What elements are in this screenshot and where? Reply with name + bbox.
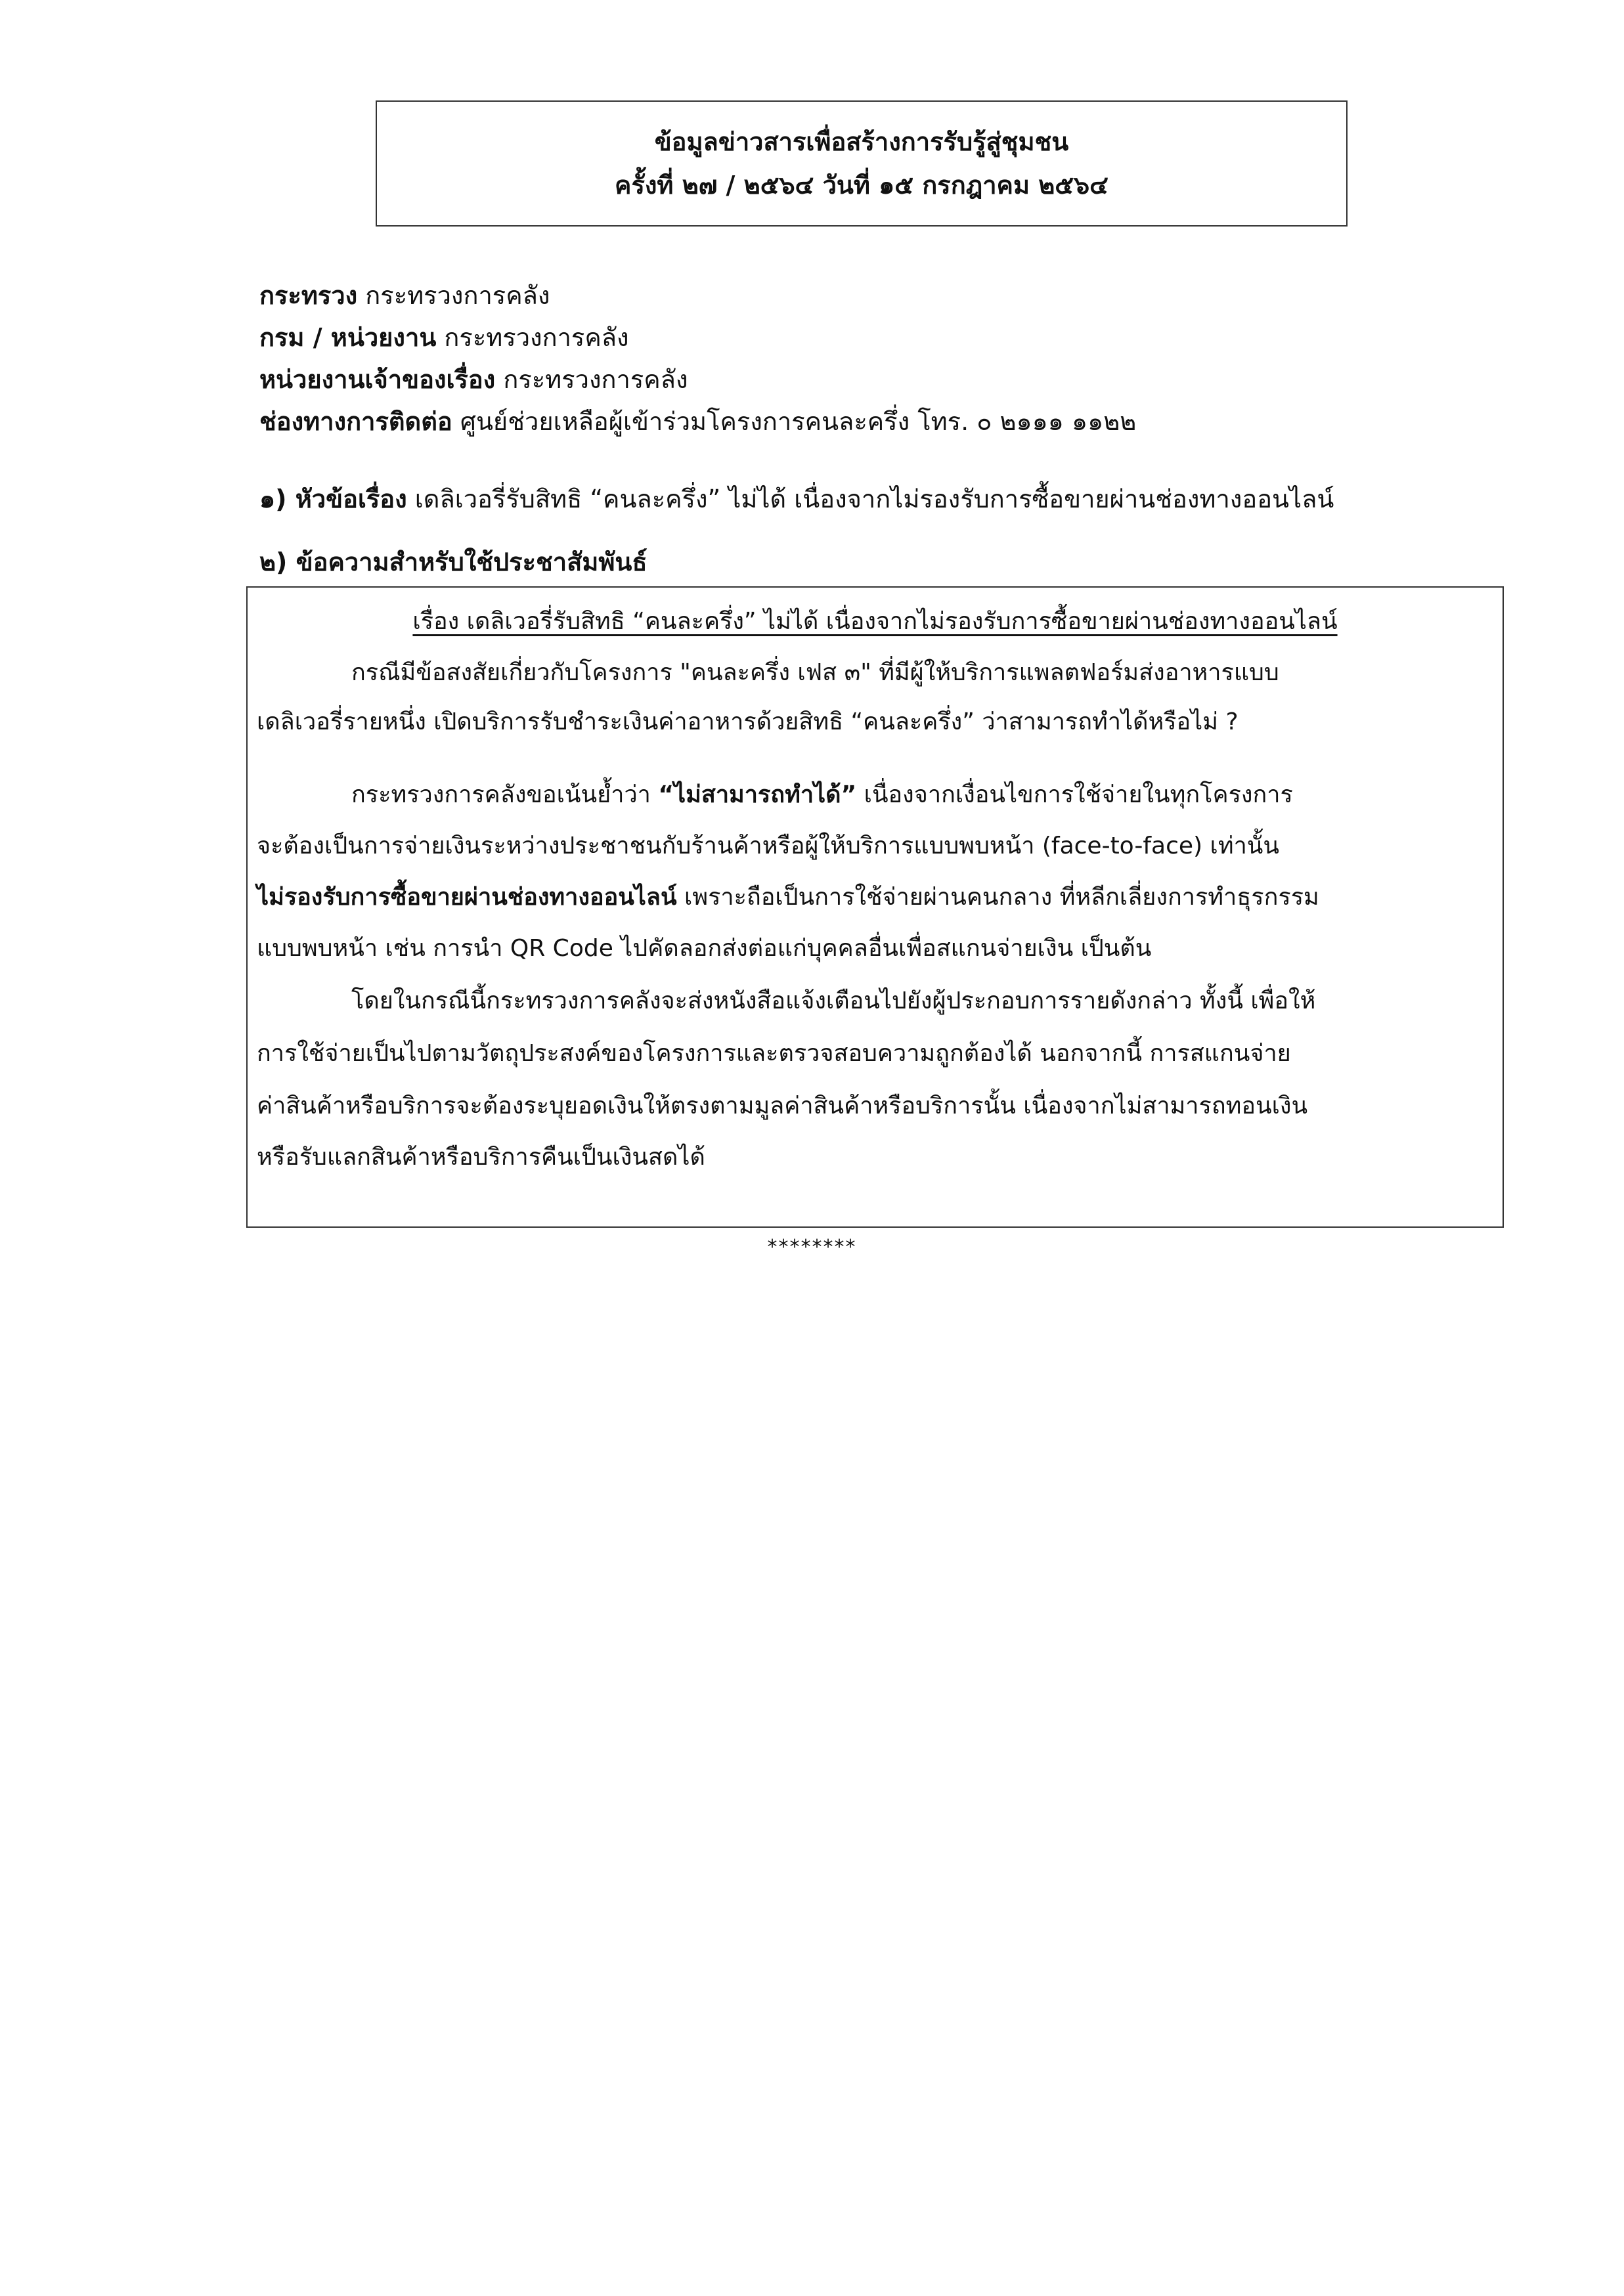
section-1-topic [259,478,1334,520]
section-1-label: ๑) หัวข้อเรื่อง [259,485,407,513]
paragraph-2-line-3-rest: เพราะถือเป็นการใช้จ่ายผ่านคนกลาง ที่หลีกเลี่ยงการทำธุรกรรม [676,884,1319,911]
paragraph-3-line-2: การใช้จ่ายเป็นไปตามวัตถุประสงค์ของโครงการและตรวจสอบความถูกต้องได้ นอกจากนี้ การสแกนจ่าย [257,1040,1291,1067]
paragraph-3-line-3: ค่าสินค้าหรือบริการจะต้องระบุยอดเงินให้ตรงตามมูลค่าสินค้าหรือบริการนั้น เนื่องจากไม่สามารถทอนเงิน [257,1093,1308,1119]
owner-value: กระทรวงการคลัง [503,365,688,394]
department-value: กระทรวงการคลัง [444,323,629,352]
paragraph-2-line-3 [257,878,1319,917]
ministry-row [259,274,1507,316]
ministry-value: กระทรวงการคลัง [365,281,550,310]
department-label: กรม / หน่วยงาน [259,323,437,352]
document-title-box [376,100,1348,227]
paragraph-1-line-1: กรณีมีข้อสงสัยเกี่ยวกับโครงการ "คนละครึ่ง เฟส ๓" ที่มีผู้ให้บริการแพลตฟอร์มส่งอาหารแบบ [351,659,1279,686]
paragraph-3-line-4: หรือรับแลกสินค้าหรือบริการคืนเป็นเงินสดได้ [257,1144,705,1171]
document-issue-date: ครั้งที่ ๒๗ / ๒๕๖๔ วันที่ ๑๕ กรกฎาคม ๒๕๖๔ [615,171,1108,200]
paragraph-2-line-2: จะต้องเป็นการจ่ายเงินระหว่างประชาชนกับร้านค้าหรือผู้ให้บริการแบบพบหน้า (face-to-face) เท่านั้น [257,833,1279,859]
paragraph-2-line-1 [351,775,1293,815]
contact-label: ช่องทางการติดต่อ [259,407,452,436]
section-1-text: เดลิเวอรี่รับสิทธิ “คนละครึ่ง” ไม่ได้ เนื่องจากไม่รองรับการซื้อขายผ่านช่องทางออนไลน์ [414,485,1334,513]
paragraph-2-bold-phrase: ไม่รองรับการซื้อขายผ่านช่องทางออนไลน์ [257,884,677,911]
press-release-heading: เรื่อง เดลิเวอรี่รับสิทธิ “คนละครึ่ง” ไม่ได้ เนื่องจากไม่รองรับการซื้อขายผ่านช่องทางออนไลน์ [412,608,1338,635]
contact-value: ศูนย์ช่วยเหลือผู้เข้าร่วมโครงการคนละครึ่ง โทร. ๐ ๒๑๑๑ ๑๑๒๒ [460,407,1137,436]
paragraph-2-line-4: แบบพบหน้า เช่น การนำ QR Code ไปคัดลอกส่งต่อแก่บุคคลอื่นเพื่อสแกนจ่ายเงิน เป็นต้น [257,935,1152,962]
ministry-label: กระทรวง [259,281,358,310]
owner-row [259,358,1507,401]
paragraph-2-text-a: กระทรวงการคลังขอเน้นย้ำว่า [351,781,659,808]
paragraph-3-line-1: โดยในกรณีนี้กระทรวงการคลังจะส่งหนังสือแจ้งเตือนไปยังผู้ประกอบการรายดังกล่าว ทั้งนี้ เพื่อให้ [351,987,1316,1014]
press-release-box [246,586,1504,1228]
end-separator: ******** [767,1236,857,1259]
contact-row [259,401,1507,443]
document-title: ข้อมูลข่าวสารเพื่อสร้างการรับรู้สู่ชุมชน [654,127,1069,156]
owner-label: หน่วยงานเจ้าของเรื่อง [259,365,496,394]
paragraph-2-emphasis: “ไม่สามารถทำได้” [658,781,857,808]
department-row [259,316,1507,358]
metadata-block [259,274,1507,443]
paragraph-2-text-c: เนื่องจากเงื่อนไขการใช้จ่ายในทุกโครงการ [856,781,1293,808]
section-2-label: ๒) ข้อความสำหรับใช้ประชาสัมพันธ์ [259,548,647,576]
paragraph-1-line-2: เดลิเวอรี่รายหนึ่ง เปิดบริการรับชำระเงินค่าอาหารด้วยสิทธิ “คนละครึ่ง” ว่าสามารถทำได้หรือไม่ ? [257,708,1239,735]
